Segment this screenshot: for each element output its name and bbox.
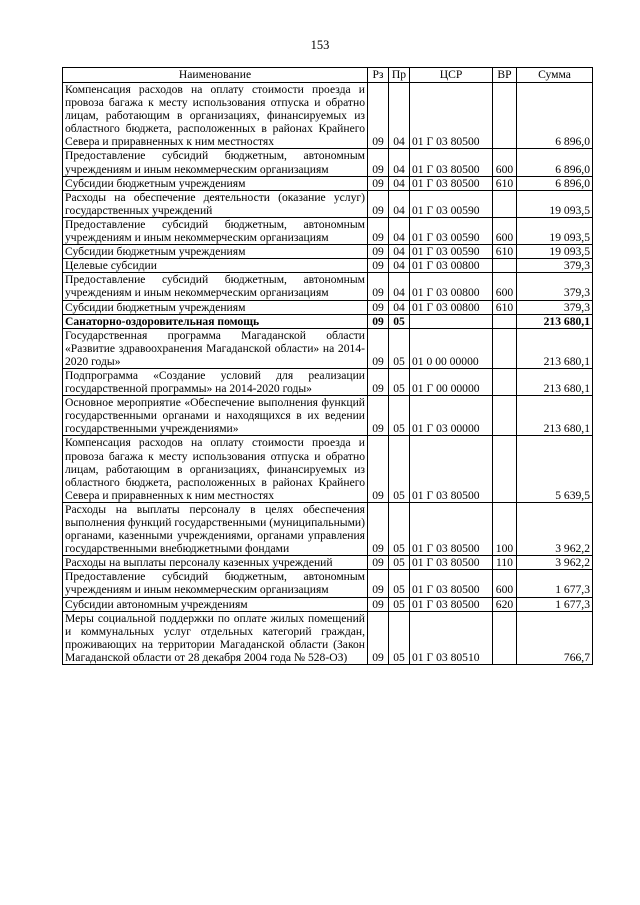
cell-vr: 600: [493, 149, 517, 176]
table-header-row: [63, 68, 593, 83]
header-sum: Сумма: [517, 68, 593, 83]
cell-pr: 04: [389, 149, 410, 176]
cell-csr: 01 Г 03 00800: [410, 259, 493, 273]
table-row: [63, 259, 593, 273]
table-row: [63, 83, 593, 149]
cell-csr: 01 0 00 00000: [410, 328, 493, 368]
cell-rz: 09: [368, 83, 389, 149]
cell-vr: 600: [493, 570, 517, 597]
cell-rz: 09: [368, 273, 389, 300]
cell-pr: 05: [389, 570, 410, 597]
cell-csr: 01 Г 03 00590: [410, 217, 493, 244]
table-row: [63, 300, 593, 314]
cell-rz: 09: [368, 190, 389, 217]
cell-csr: 01 Г 03 80500: [410, 597, 493, 611]
cell-csr: 01 Г 03 00590: [410, 190, 493, 217]
cell-rz: 09: [368, 436, 389, 502]
cell-vr: 600: [493, 217, 517, 244]
cell-csr: 01 Г 03 00590: [410, 245, 493, 259]
cell-pr: 04: [389, 83, 410, 149]
cell-vr: [493, 190, 517, 217]
cell-pr: 05: [389, 502, 410, 555]
cell-rz: 09: [368, 149, 389, 176]
cell-pr: 05: [389, 328, 410, 368]
cell-sum: 379,3: [517, 300, 593, 314]
cell-csr: 01 Г 03 80500: [410, 556, 493, 570]
table-row: [63, 149, 593, 176]
table-row: [63, 597, 593, 611]
cell-name: Субсидии автономным учреждениям: [63, 597, 368, 611]
table-row: [63, 273, 593, 300]
cell-rz: 09: [368, 611, 389, 664]
table-body: [63, 83, 593, 665]
cell-vr: [493, 368, 517, 395]
cell-rz: 09: [368, 396, 389, 436]
cell-pr: 04: [389, 300, 410, 314]
cell-name: Субсидии бюджетным учреждениям: [63, 245, 368, 259]
cell-rz: 09: [368, 176, 389, 190]
table-row: [63, 556, 593, 570]
cell-pr: 04: [389, 190, 410, 217]
table-row: [63, 611, 593, 664]
cell-pr: 05: [389, 597, 410, 611]
cell-csr: 01 Г 03 00800: [410, 273, 493, 300]
cell-vr: [493, 436, 517, 502]
cell-csr: 01 Г 03 80500: [410, 149, 493, 176]
cell-sum: 3 962,2: [517, 502, 593, 555]
cell-name: Санаторно-оздоровительная помощь: [63, 314, 368, 328]
cell-vr: [493, 328, 517, 368]
table-row: [63, 176, 593, 190]
cell-csr: 01 Г 03 80500: [410, 570, 493, 597]
header-pr: Пр: [389, 68, 410, 83]
cell-vr: 610: [493, 245, 517, 259]
cell-csr: 01 Г 03 80500: [410, 176, 493, 190]
cell-vr: 100: [493, 502, 517, 555]
cell-rz: 09: [368, 245, 389, 259]
cell-sum: 19 093,5: [517, 245, 593, 259]
cell-sum: 6 896,0: [517, 83, 593, 149]
cell-name: Предоставление субсидий бюджетным, автономным учреждениям и иным некоммерческим организациям: [63, 570, 368, 597]
cell-pr: 05: [389, 396, 410, 436]
cell-rz: 09: [368, 502, 389, 555]
header-vr: ВР: [493, 68, 517, 83]
cell-sum: 3 962,2: [517, 556, 593, 570]
table-row: [63, 436, 593, 502]
cell-sum: 19 093,5: [517, 190, 593, 217]
cell-csr: 01 Г 00 00000: [410, 368, 493, 395]
cell-vr: [493, 259, 517, 273]
cell-name: Предоставление субсидий бюджетным, автономным учреждениям и иным некоммерческим организациям: [63, 149, 368, 176]
cell-rz: 09: [368, 328, 389, 368]
cell-sum: 1 677,3: [517, 597, 593, 611]
cell-name: Основное мероприятие «Обеспечение выполнения функций государственными органами и находящихся в их ведении государственными учреждениями»: [63, 396, 368, 436]
cell-vr: [493, 396, 517, 436]
cell-rz: 09: [368, 597, 389, 611]
header-csr: ЦСР: [410, 68, 493, 83]
cell-rz: 09: [368, 570, 389, 597]
table-row: [63, 314, 593, 328]
cell-csr: 01 Г 03 80500: [410, 502, 493, 555]
cell-sum: 1 677,3: [517, 570, 593, 597]
cell-sum: 213 680,1: [517, 328, 593, 368]
cell-vr: 110: [493, 556, 517, 570]
cell-sum: 6 896,0: [517, 149, 593, 176]
cell-vr: [493, 611, 517, 664]
cell-sum: 379,3: [517, 273, 593, 300]
cell-name: Расходы на обеспечение деятельности (оказание услуг) государственных учреждений: [63, 190, 368, 217]
cell-sum: 213 680,1: [517, 396, 593, 436]
cell-pr: 04: [389, 245, 410, 259]
cell-sum: 6 896,0: [517, 176, 593, 190]
table-row: [63, 245, 593, 259]
cell-name: Государственная программа Магаданской области «Развитие здравоохранения Магаданской области» на 2014-2020 годы»: [63, 328, 368, 368]
cell-name: Компенсация расходов на оплату стоимости проезда и провоза багажа к месту использования отпуска и обратно лицам, работающим в организациях, финансируемых из областного бюджета, расположенных в районах Крайнего Севера и приравненных к ним местностях: [63, 436, 368, 502]
table-row: [63, 190, 593, 217]
header-rz: Рз: [368, 68, 389, 83]
table-row: [63, 368, 593, 395]
cell-pr: 04: [389, 176, 410, 190]
cell-rz: 09: [368, 300, 389, 314]
cell-pr: 05: [389, 436, 410, 502]
cell-vr: [493, 314, 517, 328]
cell-pr: 04: [389, 273, 410, 300]
cell-sum: 213 680,1: [517, 368, 593, 395]
cell-csr: 01 Г 03 00000: [410, 396, 493, 436]
cell-rz: 09: [368, 368, 389, 395]
cell-vr: 600: [493, 273, 517, 300]
table-row: [63, 217, 593, 244]
cell-pr: 05: [389, 368, 410, 395]
cell-vr: 620: [493, 597, 517, 611]
cell-csr: 01 Г 03 80510: [410, 611, 493, 664]
cell-pr: 05: [389, 314, 410, 328]
cell-sum: 19 093,5: [517, 217, 593, 244]
cell-name: Субсидии бюджетным учреждениям: [63, 176, 368, 190]
cell-vr: 610: [493, 176, 517, 190]
cell-name: Расходы на выплаты персоналу в целях обеспечения выполнения функций государственными (муниципальными) органами, казенными учреждениями, органами управления государственными внебюджетными фондами: [63, 502, 368, 555]
cell-vr: 610: [493, 300, 517, 314]
page-number: 153: [310, 38, 330, 52]
cell-pr: 05: [389, 556, 410, 570]
table-row: [63, 396, 593, 436]
cell-pr: 04: [389, 259, 410, 273]
cell-name: Подпрограмма «Создание условий для реализации государственной программы» на 2014-2020 годы»: [63, 368, 368, 395]
table-row: [63, 570, 593, 597]
cell-name: Компенсация расходов на оплату стоимости проезда и провоза багажа к месту использования отпуска и обратно лицам, работающим в организациях, финансируемых из областного бюджета, расположенных в районах Крайнего Севера и приравненных к ним местностях: [63, 83, 368, 149]
cell-rz: 09: [368, 259, 389, 273]
cell-rz: 09: [368, 217, 389, 244]
cell-csr: 01 Г 03 80500: [410, 436, 493, 502]
cell-sum: 213 680,1: [517, 314, 593, 328]
cell-vr: [493, 83, 517, 149]
cell-name: Расходы на выплаты персоналу казенных учреждений: [63, 556, 368, 570]
cell-csr: 01 Г 03 00800: [410, 300, 493, 314]
cell-pr: 04: [389, 217, 410, 244]
cell-name: Предоставление субсидий бюджетным, автономным учреждениям и иным некоммерческим организациям: [63, 273, 368, 300]
cell-rz: 09: [368, 556, 389, 570]
cell-sum: 766,7: [517, 611, 593, 664]
cell-csr: 01 Г 03 80500: [410, 83, 493, 149]
cell-rz: 09: [368, 314, 389, 328]
cell-sum: 379,3: [517, 259, 593, 273]
cell-pr: 05: [389, 611, 410, 664]
cell-name: Целевые субсидии: [63, 259, 368, 273]
budget-table: [62, 67, 593, 665]
table-row: [63, 328, 593, 368]
cell-name: Предоставление субсидий бюджетным, автономным учреждениям и иным некоммерческим организациям: [63, 217, 368, 244]
cell-csr: [410, 314, 493, 328]
cell-name: Субсидии бюджетным учреждениям: [63, 300, 368, 314]
cell-sum: 5 639,5: [517, 436, 593, 502]
table-row: [63, 502, 593, 555]
header-name: Наименование: [63, 68, 368, 83]
cell-name: Меры социальной поддержки по оплате жилых помещений и коммунальных услуг отдельных категорий граждан, проживающих на территории Магаданской области (Закон Магаданской области от 28 декабря 2004 года № 528-ОЗ): [63, 611, 368, 664]
